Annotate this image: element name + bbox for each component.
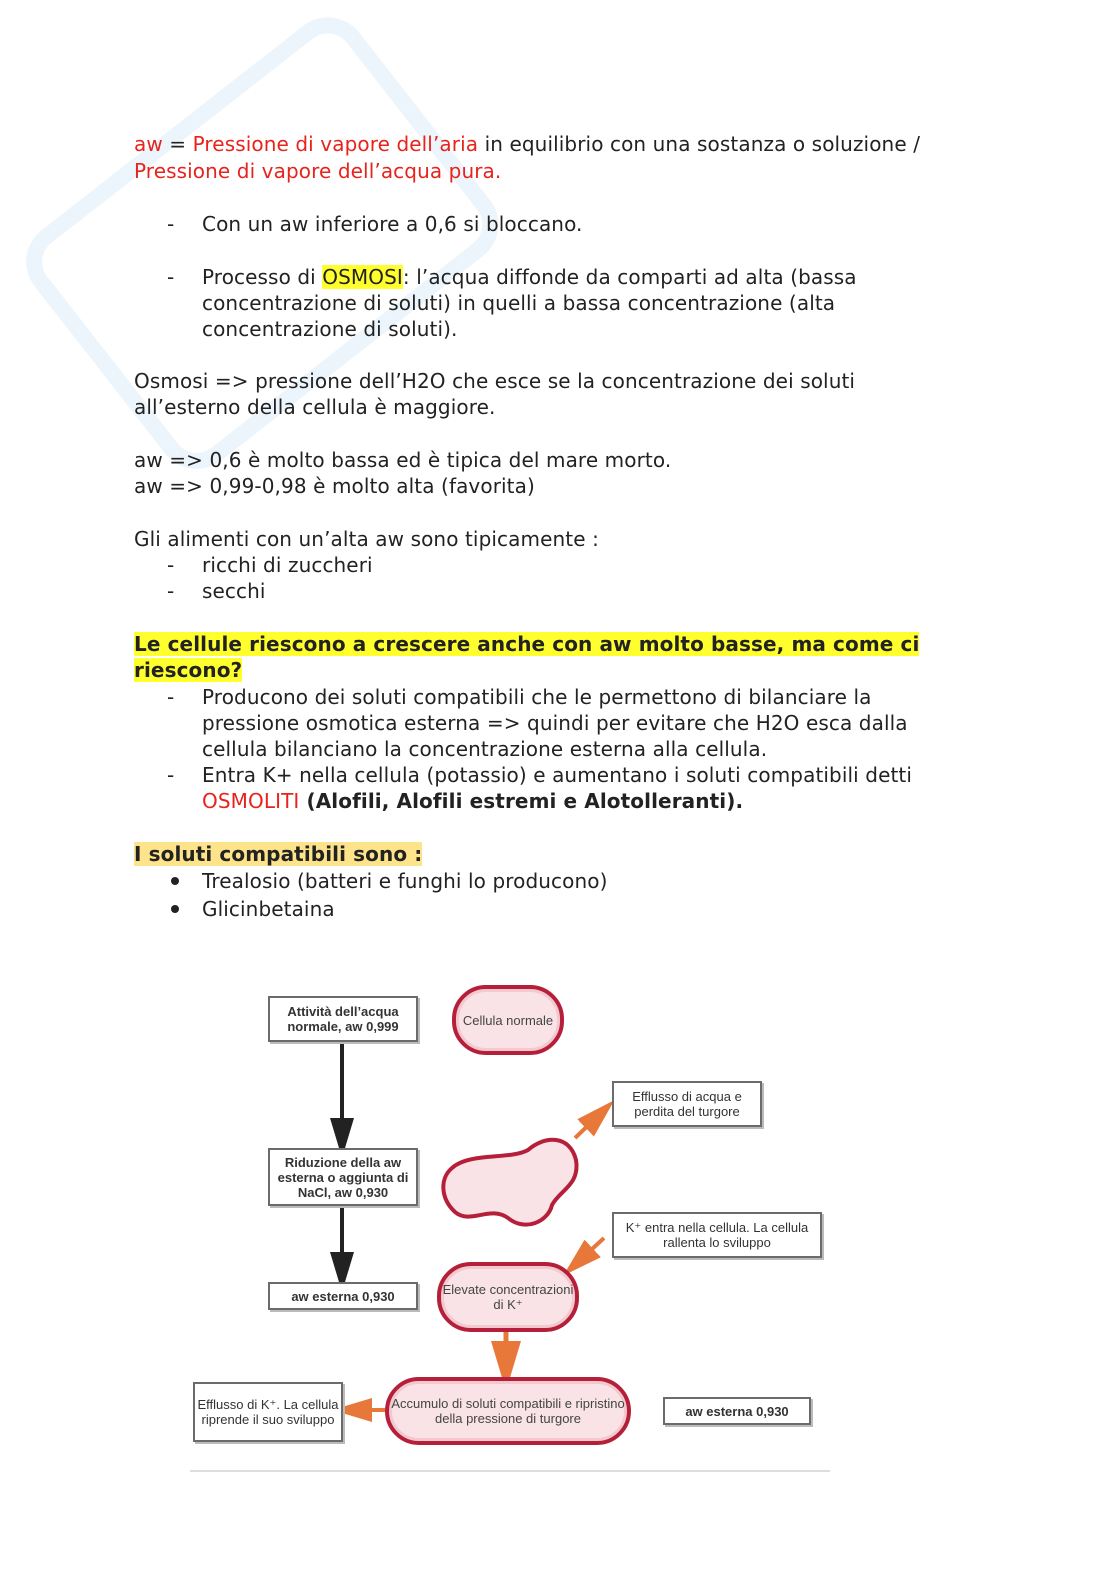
box-aw-external-2: aw esterna 0,930 — [663, 1397, 811, 1425]
dash-marker: - — [167, 763, 175, 787]
osmoliti-term: OSMOLITI — [202, 789, 300, 813]
box-aw-reduction: Riduzione della aw esterna o aggiunta di NaCl, aw 0,930 — [268, 1148, 418, 1206]
osmosi-prefix: Processo di — [202, 265, 323, 289]
aw-low-text: => 0,6 è molto bassa ed è tipica del mare morto. — [162, 448, 672, 472]
list2-item1-line1: Producono dei soluti compatibili che le permettono di bilanciare la — [202, 685, 872, 709]
dash-marker: - — [167, 685, 175, 709]
alimenti-item: secchi — [202, 579, 266, 603]
soluti-item: Trealosio (batteri e funghi lo producono) — [202, 869, 608, 893]
equals: = — [162, 132, 193, 156]
shrunk-cell-shape — [443, 1140, 576, 1225]
page-divider — [190, 1470, 830, 1472]
arrow-to-efflux — [575, 1114, 600, 1138]
list1-item1: Con un aw inferiore a 0,6 si bloccano. — [202, 212, 583, 236]
definition-line-2: Pressione di vapore dell’acqua pura. — [134, 159, 502, 183]
box-normal-aw: Attività dell’acqua normale, aw 0,999 — [268, 996, 418, 1042]
box-k-efflux: Efflusso di K⁺. La cellula riprende il suo sviluppo — [193, 1382, 343, 1442]
cell-normal: Cellula normale — [452, 985, 564, 1055]
list1-item2-line3: concentrazione di soluti). — [202, 317, 458, 341]
box-k-enters: K⁺ entra nella cellula. La cellula rallenta lo sviluppo — [612, 1212, 822, 1258]
definition-rest: in equilibrio con una sostanza o soluzione / — [478, 132, 921, 156]
osmosi-desc: : l’acqua diffonde da comparti ad alta (bassa — [402, 265, 857, 289]
box-aw-external-1: aw esterna 0,930 — [268, 1282, 418, 1310]
dash-marker: - — [167, 212, 175, 236]
aw-key: aw — [134, 474, 163, 498]
list1-item2-line2: concentrazione di soluti) in quelli a bassa concentrazione (alta — [202, 291, 836, 315]
soluti-highlight: I soluti compatibili sono : — [134, 842, 423, 866]
definition-red-1: Pressione di vapore dell’aria — [192, 132, 479, 156]
question-highlight-1: Le cellule riescono a crescere anche con aw molto basse, ma come ci — [134, 632, 920, 656]
list2-item1-line2: pressione osmotica esterna => quindi per evitare che H2O esca dalla — [202, 711, 908, 735]
alimenti-item: ricchi di zuccheri — [202, 553, 373, 577]
dash-marker: - — [167, 265, 175, 289]
arrow-from-k — [578, 1238, 604, 1262]
dash-marker: - — [167, 553, 175, 577]
osmosi-highlight: OSMOSI — [322, 265, 403, 289]
cell-solute-accumulation: Accumulo di soluti compatibili e ripristino della pressione di turgore — [385, 1377, 631, 1445]
cell-high-k: Elevate concentrazioni di K⁺ — [437, 1262, 579, 1332]
dash-marker: - — [167, 579, 175, 603]
aw-term: aw — [134, 132, 163, 156]
aw-key: aw — [134, 448, 163, 472]
list2-item2-line1: Entra K+ nella cellula (potassio) e aumentano i soluti compatibili detti — [202, 763, 913, 787]
soluti-item: Glicinbetaina — [202, 897, 335, 921]
osmoliti-types: (Alofili, Alofili estremi e Alotolleranti). — [299, 789, 744, 813]
question-highlight-2: riescono? — [134, 658, 243, 682]
osmosi-line-2: all’esterno della cellula è maggiore. — [134, 395, 496, 419]
list2-item1-line3: cellula bilanciano la concentrazione esterna alla cellula. — [202, 737, 768, 761]
box-water-efflux: Efflusso di acqua e perdita del turgore — [612, 1081, 762, 1127]
aw-high-text: => 0,99-0,98 è molto alta (favorita) — [162, 474, 535, 498]
alimenti-intro: Gli alimenti con un’alta aw sono tipicamente : — [134, 527, 599, 551]
osmosi-line-1: Osmosi => pressione dell’H2O che esce se la concentrazione dei soluti — [134, 369, 856, 393]
